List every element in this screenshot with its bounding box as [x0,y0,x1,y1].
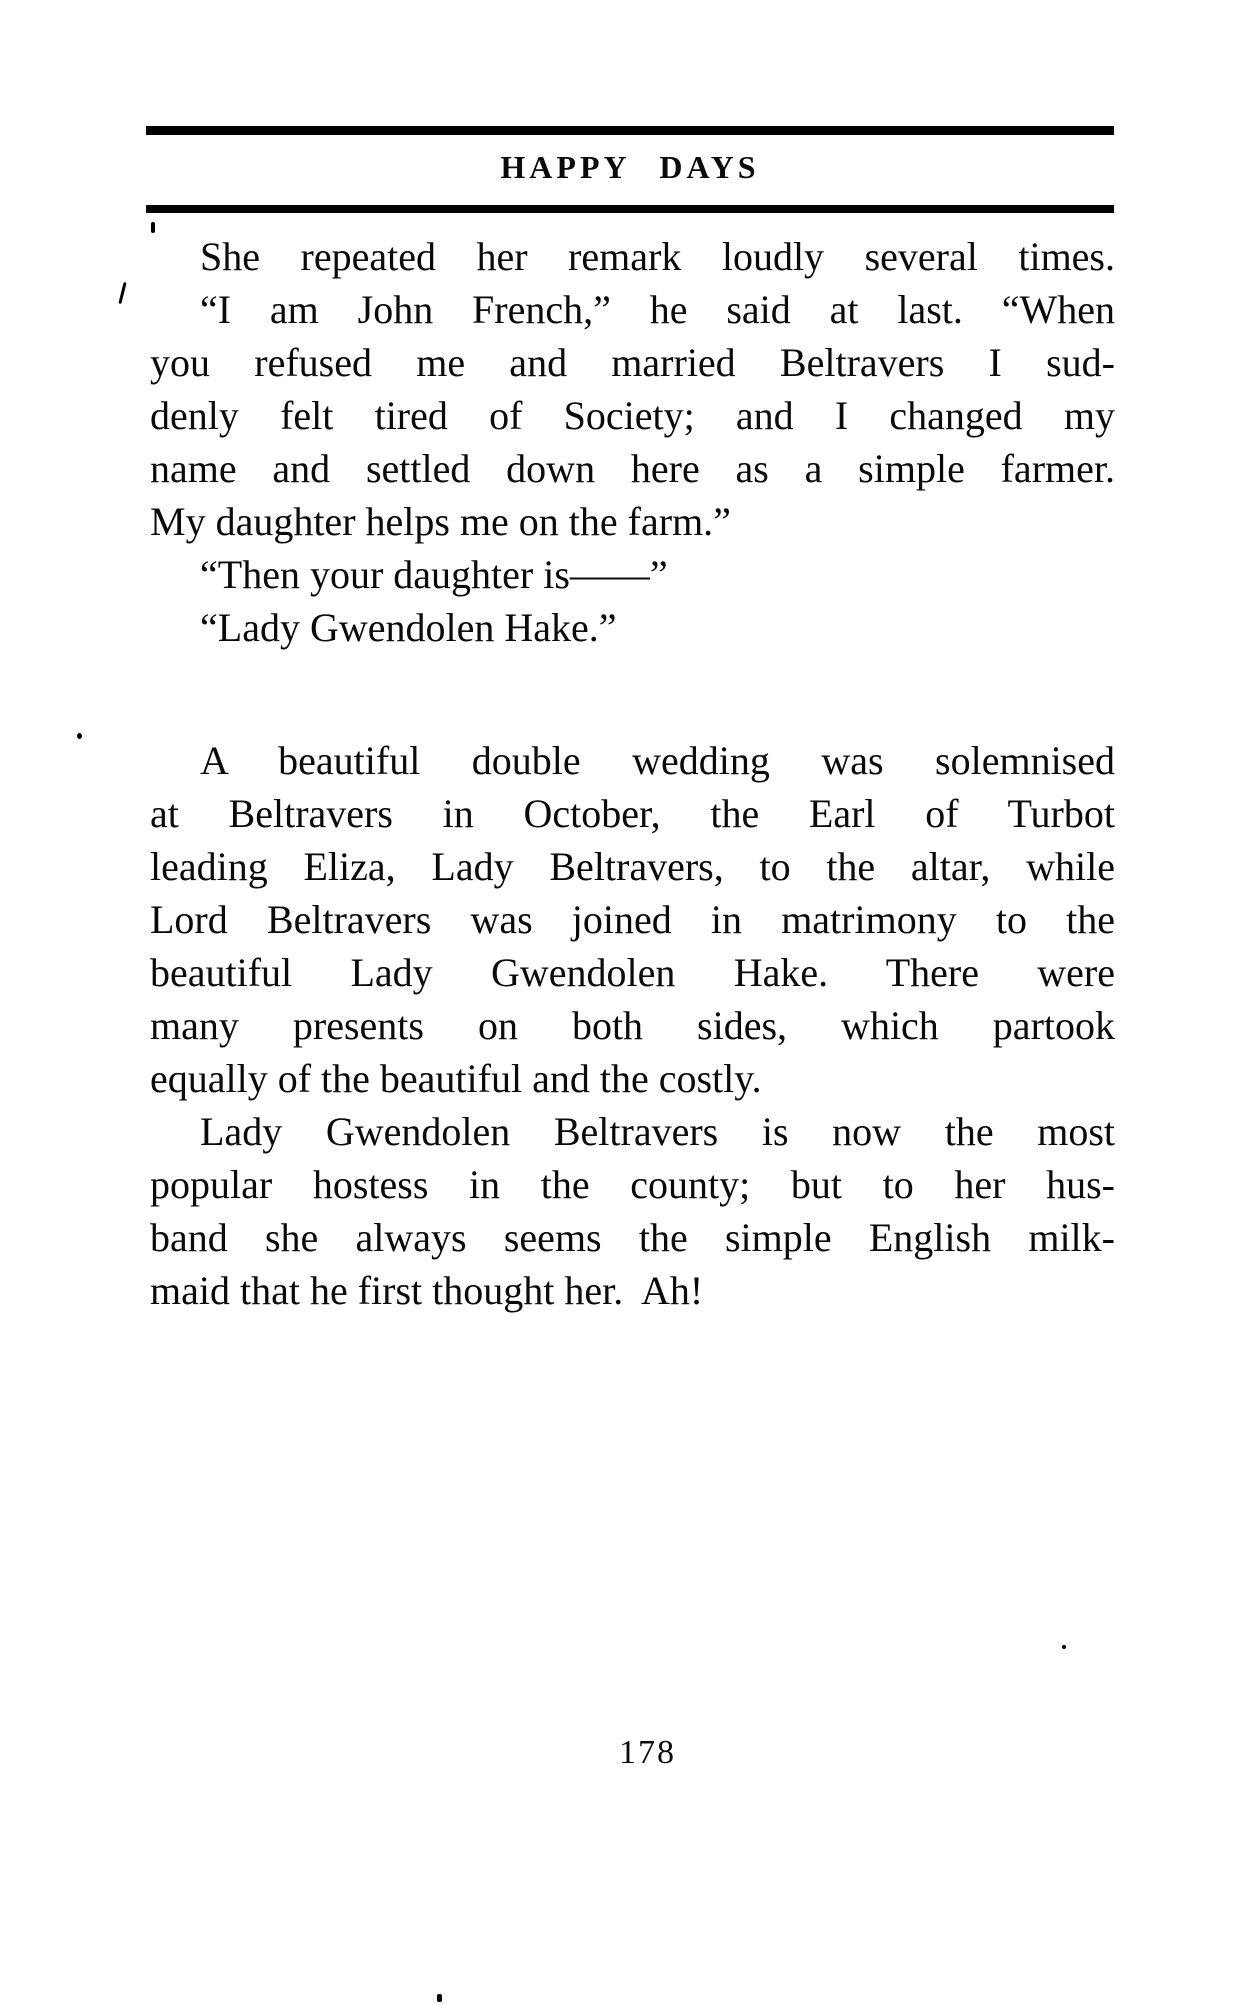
text-line: A beautiful double wedding was solemnised [200,738,1115,783]
text-line: She repeated her remark loudly several times. [200,234,1115,279]
text-line: “I am John French,” he said at last. “When [200,287,1115,332]
text-line: maid that he first thought her. Ah! [150,1268,704,1313]
narrative-paragraphs [150,734,1115,1317]
ink-speck [151,222,155,233]
header-rule-top [146,126,1114,135]
text-line: popular hostess in the county; but to her hus- [150,1162,1115,1207]
page-number: 178 [619,1734,676,1771]
text-line: equally of the beautiful and the costly. [150,1056,762,1101]
ink-speck [77,733,82,739]
running-head-title: HAPPY DAYS [500,149,760,185]
ink-speck [118,282,126,304]
dialogue-paragraphs [150,230,1115,654]
text-line: you refused me and married Beltravers I sud- [150,340,1115,385]
text-line: at Beltravers in October, the Earl of Turbot [150,791,1115,836]
text-line: beautiful Lady Gwendolen Hake. There were [150,950,1115,995]
text-line: name and settled down here as a simple farmer. [150,446,1115,491]
text-line: many presents on both sides, which partook [150,1003,1115,1048]
ink-speck [437,1994,442,2002]
text-line: leading Eliza, Lady Beltravers, to the altar, while [150,844,1115,889]
text-line: My daughter helps me on the farm.” [150,499,731,544]
text-line: “Lady Gwendolen Hake.” [200,605,617,650]
header-rule-bottom [146,205,1114,213]
text-line: denly felt tired of Society; and I changed my [150,393,1115,438]
ink-speck [1062,1645,1066,1649]
text-line: Lord Beltravers was joined in matrimony to the [150,897,1115,942]
text-line: “Then your daughter is——” [200,552,668,597]
text-line: band she always seems the simple English milk- [150,1215,1115,1260]
text-line: Lady Gwendolen Beltravers is now the most [200,1109,1115,1154]
